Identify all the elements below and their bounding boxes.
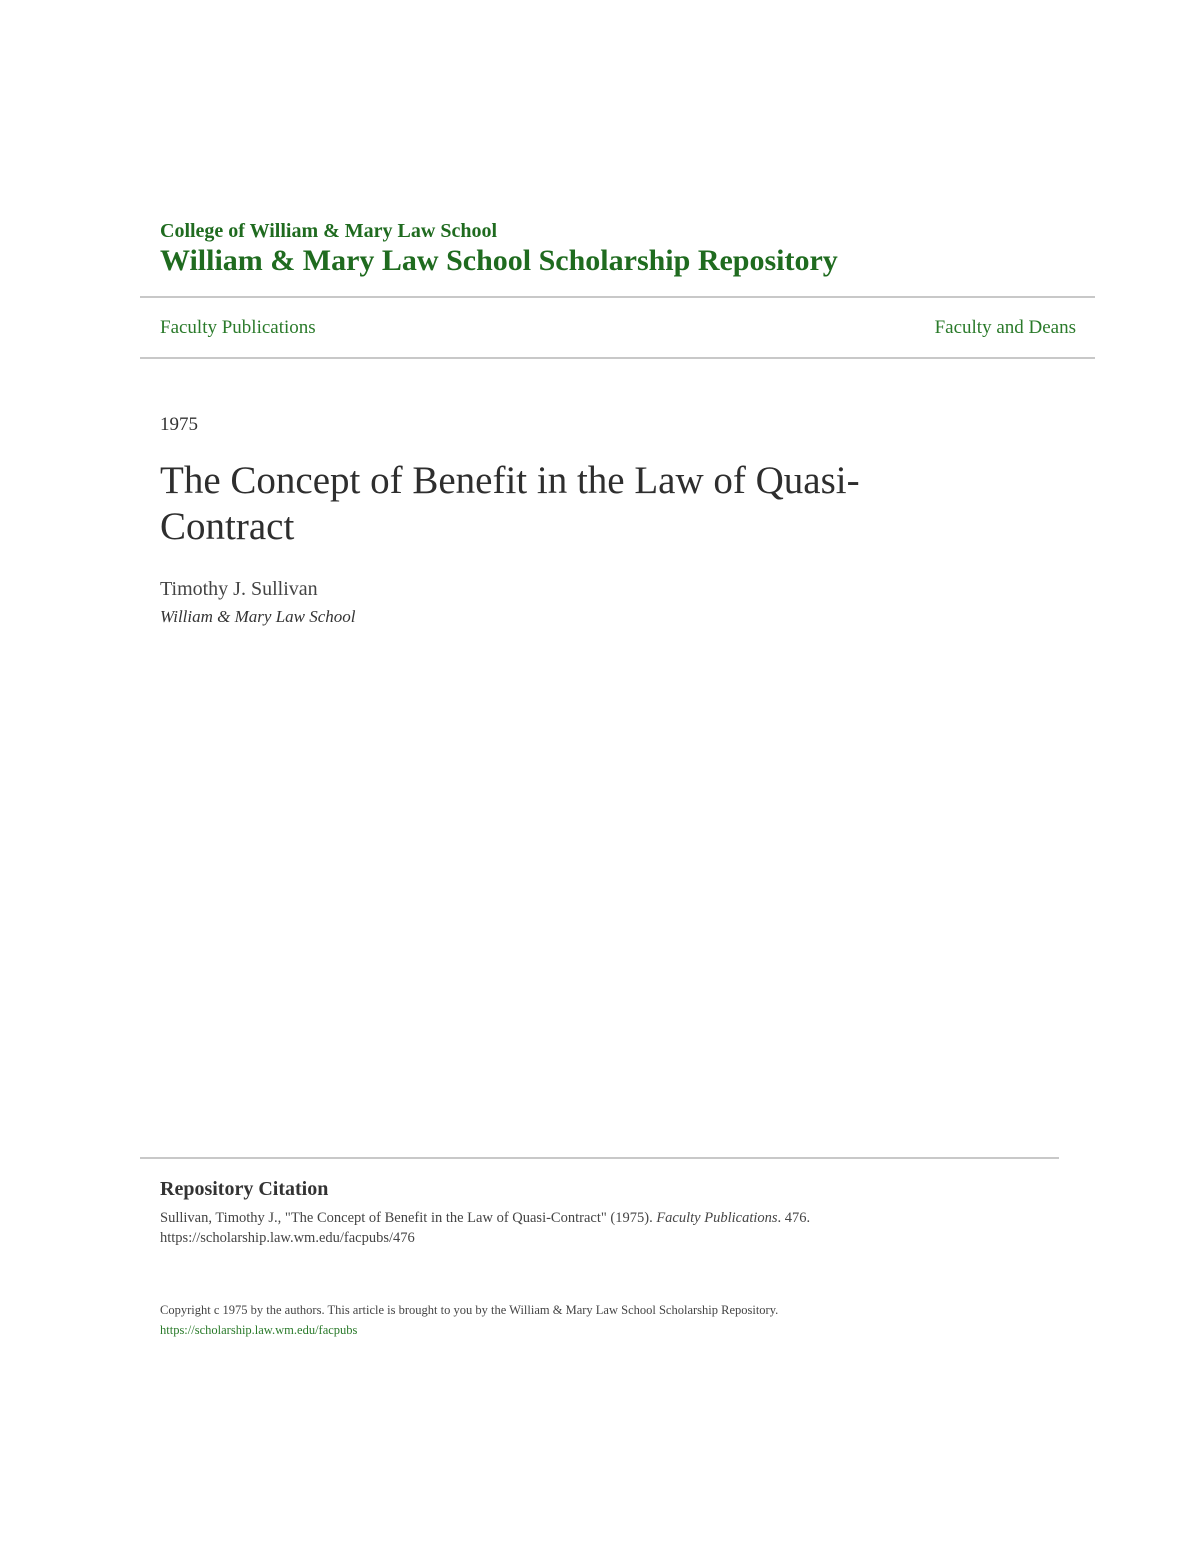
citation-divider [140, 1157, 1059, 1159]
author-affiliation: William & Mary Law School [160, 607, 356, 626]
citation-text-part1: Sullivan, Timothy J., "The Concept of Benefit in the Law of Quasi-Contract" (1975). [160, 1210, 657, 1226]
publication-year: 1975 [160, 414, 198, 435]
faculty-publications-link[interactable]: Faculty Publications [160, 317, 316, 338]
institution-name: College of William & Mary Law School [160, 220, 498, 242]
citation-text-part2: . 476. [777, 1210, 811, 1226]
article-title: The Concept of Benefit in the Law of Quasi-Contract [160, 459, 860, 548]
header-divider-top [140, 296, 1095, 298]
facpubs-link[interactable]: https://scholarship.law.wm.edu/facpubs [160, 1323, 358, 1337]
citation-text [160, 1208, 1040, 1248]
citation-heading: Repository Citation [160, 1178, 329, 1200]
author-name: Timothy J. Sullivan [160, 578, 318, 600]
faculty-and-deans-link[interactable]: Faculty and Deans [934, 317, 1076, 338]
citation-url: https://scholarship.law.wm.edu/facpubs/476 [160, 1230, 415, 1246]
copyright-text: Copyright c 1975 by the authors. This article is brought to you by the William & Mary Law School Scholarship Repository. [160, 1303, 779, 1317]
copyright-notice [160, 1300, 1060, 1340]
header-divider-bottom [140, 357, 1095, 359]
repository-name: William & Mary Law School Scholarship Repository [160, 244, 838, 277]
citation-journal: Faculty Publications [656, 1210, 778, 1226]
